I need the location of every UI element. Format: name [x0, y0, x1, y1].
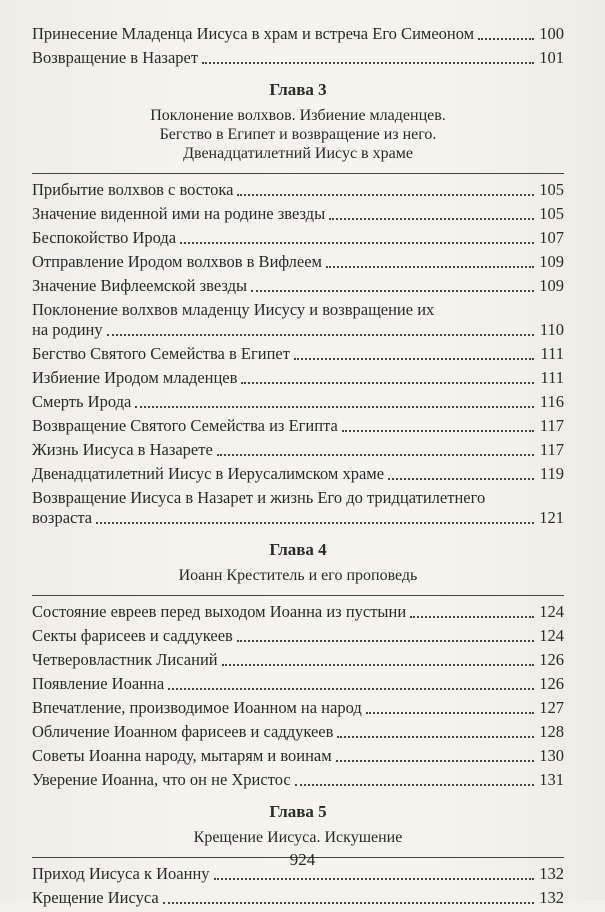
toc-entry-page: 126 [539, 650, 564, 669]
chapter-3 [32, 80, 564, 528]
leader-dots [294, 348, 534, 360]
toc-entry-title: Прибытие волхвов с востока [32, 180, 234, 199]
toc-entry-page: 131 [539, 770, 564, 789]
toc-entry-title: Состояние евреев перед выходом Иоанна из пустыни [32, 602, 407, 621]
leader-dots [329, 208, 534, 220]
toc-entry-page: 116 [539, 392, 564, 411]
toc-entry-page: 110 [539, 320, 564, 339]
leader-dots [410, 606, 534, 618]
toc-entry-title: Поклонение волхвов младенцу Иисусу и возвращение их [32, 300, 435, 319]
toc-list [32, 602, 564, 790]
toc-section-top [32, 24, 564, 68]
toc-entry-page: 119 [539, 464, 564, 483]
toc-entry-title: Возвращение в Назарет [32, 48, 199, 67]
chapter-heading: Глава 5 [269, 802, 327, 821]
toc-entry-title: Двенадцатилетний Иисус в Иерусалимском храме [32, 464, 385, 483]
toc-entry [32, 24, 564, 44]
toc-entry-title: Секты фарисеев и саддукеев [32, 626, 233, 645]
leader-dots [388, 468, 534, 480]
leader-dots [107, 324, 534, 336]
chapter-description [32, 828, 564, 847]
toc-entry-title: Крещение Иисуса [32, 888, 159, 907]
toc-entry-page: 101 [539, 48, 564, 67]
toc-entry [32, 746, 564, 766]
toc-entry-page: 121 [539, 508, 564, 527]
toc-entry-title-continued: на родину [32, 320, 103, 339]
chapter-description-line: Бегство в Египет и возвращение из него. [159, 126, 437, 143]
toc-entry [32, 300, 564, 340]
chapter-heading: Глава 4 [269, 540, 327, 559]
toc-entry-page: 126 [539, 674, 564, 693]
divider [32, 595, 564, 596]
toc-entry-title: Четверовластник Лисаний [32, 650, 218, 669]
chapter-description-line: Двенадцатилетний Иисус в храме [183, 145, 413, 162]
toc-entry [32, 626, 564, 646]
toc-entry-page: 111 [540, 368, 564, 387]
toc-entry [32, 488, 564, 528]
toc-entry-page: 105 [539, 180, 564, 199]
toc-entry-title: Значение Вифлеемской звезды [32, 276, 248, 295]
toc-entry [32, 204, 564, 224]
toc-entry-title: Обличение Иоанном фарисеев и саддукеев [32, 722, 334, 741]
leader-dots [96, 512, 534, 524]
toc-entry-page: 107 [539, 228, 564, 247]
leader-dots [336, 750, 534, 762]
chapter-description [32, 566, 564, 585]
toc-entry-page: 132 [539, 864, 564, 883]
toc-entry [32, 674, 564, 694]
toc-entry-title: Впечатление, производимое Иоанном на народ [32, 698, 362, 717]
toc-entry-page: 128 [539, 722, 564, 741]
toc-entry-page: 117 [539, 440, 564, 459]
chapter-4 [32, 540, 564, 790]
leader-dots [135, 396, 534, 408]
toc-entry-title: Советы Иоанна народу, мытарям и воинам [32, 746, 332, 765]
leader-dots [202, 52, 534, 64]
toc-entry [32, 602, 564, 622]
toc-entry-title-continued: возраста [32, 508, 93, 527]
leader-dots [163, 892, 534, 904]
leader-dots [237, 184, 534, 196]
toc-entry-title: Приход Иисуса к Иоанну [32, 864, 210, 883]
leader-dots [168, 678, 534, 690]
toc-entry-title: Беспокойство Ирода [32, 228, 177, 247]
toc-entry-page: 127 [539, 698, 564, 717]
chapter-heading: Глава 3 [269, 80, 327, 99]
leader-dots [326, 256, 534, 268]
toc-entry-page: 100 [539, 24, 564, 43]
leader-dots [342, 420, 534, 432]
toc-entry [32, 252, 564, 272]
chapter-description [32, 106, 564, 163]
toc-entry-title: Уверение Иоанна, что он не Христос [32, 770, 291, 789]
leader-dots [478, 28, 534, 40]
leader-dots [222, 654, 534, 666]
toc-entry [32, 698, 564, 718]
toc-entry [32, 770, 564, 790]
toc-entry-page: 105 [539, 204, 564, 223]
chapter-description-line: Иоанн Креститель и его проповедь [178, 567, 418, 584]
leader-dots [180, 232, 534, 244]
toc-entry [32, 722, 564, 742]
toc-entry-page: 111 [540, 344, 564, 363]
leader-dots [295, 774, 534, 786]
toc-entry-title: Смерть Ирода [32, 392, 132, 411]
toc-entry [32, 48, 564, 68]
toc-entry [32, 368, 564, 388]
toc-entry-title: Жизнь Иисуса в Назарете [32, 440, 213, 459]
table-of-contents [32, 24, 564, 912]
toc-entry-title: Избиение Иродом младенцев [32, 368, 238, 387]
toc-entry-title: Значение виденной ими на родине звезды [32, 204, 326, 223]
leader-dots [217, 444, 534, 456]
toc-entry [32, 276, 564, 296]
leader-dots [241, 372, 534, 384]
toc-entry-title: Возвращение Иисуса в Назарет и жизнь Его до тридцатилетнего [32, 488, 486, 507]
leader-dots [337, 726, 534, 738]
toc-entry [32, 650, 564, 670]
toc-entry [32, 464, 564, 484]
leader-dots [366, 702, 534, 714]
leader-dots [251, 280, 534, 292]
toc-entry-title: Отправление Иродом волхвов в Вифлеем [32, 252, 322, 271]
chapter-description-line: Крещение Иисуса. Искушение [193, 829, 403, 846]
toc-entry-page: 132 [539, 888, 564, 907]
toc-entry-page: 109 [539, 276, 564, 295]
toc-entry-page: 117 [539, 416, 564, 435]
toc-entry-page: 130 [539, 746, 564, 765]
toc-entry [32, 440, 564, 460]
toc-list [32, 864, 564, 908]
chapter-description-line: Поклонение волхвов. Избиение младенцев. [150, 107, 446, 124]
toc-list [32, 180, 564, 528]
divider [32, 173, 564, 174]
toc-entry [32, 180, 564, 200]
toc-entry-page: 124 [539, 626, 564, 645]
toc-entry-title: Бегство Святого Семейства в Египет [32, 344, 290, 363]
toc-entry [32, 392, 564, 412]
toc-entry-title: Принесение Младенца Иисуса в храм и встреча Его Симеоном [32, 24, 475, 43]
toc-entry [32, 344, 564, 364]
toc-entry-title: Появление Иоанна [32, 674, 165, 693]
leader-dots [237, 630, 534, 642]
toc-entry-page: 109 [539, 252, 564, 271]
toc-entry-page: 124 [539, 602, 564, 621]
toc-entry [32, 228, 564, 248]
toc-entry-title: Возвращение Святого Семейства из Египта [32, 416, 338, 435]
toc-entry [32, 888, 564, 908]
page-number: 924 [289, 850, 316, 869]
toc-entry [32, 416, 564, 436]
